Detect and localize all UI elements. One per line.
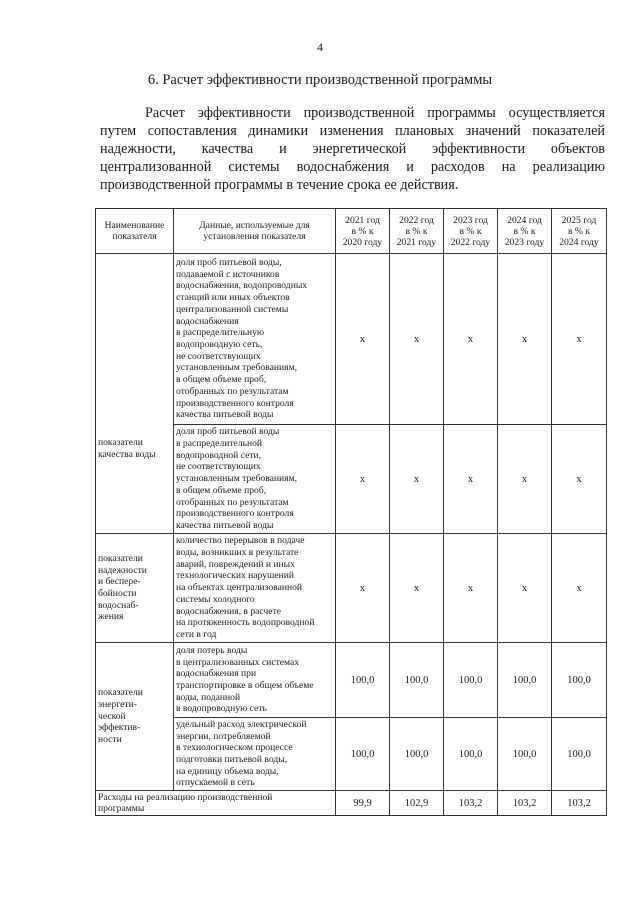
intro-line: Расчет эффективности производственной программы осуществляется	[145, 105, 605, 121]
group-energy: показатели энергети- ческой эффектив- ности	[96, 643, 174, 791]
value-cell: 100,0	[498, 718, 552, 791]
table-header-row	[96, 209, 607, 254]
value-cell: x	[390, 534, 444, 643]
value-cell: x	[336, 534, 390, 643]
value-cell: 100,0	[390, 718, 444, 791]
table-total-row	[96, 791, 607, 816]
value-cell: x	[498, 254, 552, 425]
total-value: 103,2	[498, 791, 552, 816]
row-description: количество перерывов в подаче воды, возникших в результате аварий, повреждений и иных технологических нарушений на объектах централизованной системы холодного водоснабжения, в расчете на протяженность водопроводной сети в год	[174, 534, 336, 643]
intro-line: путем сопоставления динамики изменения плановых значений показателей	[100, 123, 605, 139]
efficiency-table	[95, 208, 607, 816]
row-description: доля проб питьевой воды в распределительной водопроводной сети, не соответствующих установленным требованиям, в общем объеме проб, отобранных по результатам производственного контроля качества питьевой воды	[174, 425, 336, 534]
header-year-2022: 2022 год в % к 2021 году	[390, 209, 444, 254]
header-year-2024: 2024 год в % к 2023 году	[498, 209, 552, 254]
value-cell: x	[498, 534, 552, 643]
row-description: доля проб питьевой воды, подаваемой с источников водоснабжения, водопроводных станций или иных объектов централизованной системы водоснабжения в распределительную водопроводную сеть, не соответствующих установленным требованиям, в общем объеме проб, отобранных по результатам производственного контроля качества питьевой воды	[174, 254, 336, 425]
header-year-2025: 2025 год в % к 2024 году	[552, 209, 607, 254]
row-description: доля потерь воды в централизованных системах водоснабжения при транспортировке в общем объеме воды, поданной в водопроводную сеть	[174, 643, 336, 718]
value-cell: x	[552, 254, 607, 425]
header-indicator-name: Наименование показателя	[96, 209, 174, 254]
value-cell: x	[444, 534, 498, 643]
intro-line: централизованной системы водоснабжения и расходов на реализацию	[100, 159, 605, 175]
header-year-2023: 2023 год в % к 2022 году	[444, 209, 498, 254]
page-number: 4	[317, 40, 323, 54]
value-cell: x	[444, 254, 498, 425]
value-cell: x	[552, 534, 607, 643]
header-year-2021: 2021 год в % к 2020 году	[336, 209, 390, 254]
value-cell: x	[390, 425, 444, 534]
intro-paragraph	[100, 104, 605, 194]
value-cell: x	[336, 425, 390, 534]
value-cell: x	[444, 425, 498, 534]
value-cell: 100,0	[444, 643, 498, 718]
table-row	[96, 643, 607, 718]
row-description: удельный расход электрической энергии, потребляемой в технологическом процессе подготовки питьевой воды, на единицу объема воды, отпускаемой в сеть	[174, 718, 336, 791]
value-cell: 100,0	[444, 718, 498, 791]
value-cell: 100,0	[552, 643, 607, 718]
total-value: 99,9	[336, 791, 390, 816]
value-cell: 100,0	[552, 718, 607, 791]
table-row	[96, 534, 607, 643]
intro-line: надежности, качества и энергетической эффективности объектов	[100, 141, 605, 157]
table-row	[96, 254, 607, 425]
total-label: Расходы на реализацию производственной программы	[96, 791, 336, 816]
value-cell: 100,0	[390, 643, 444, 718]
value-cell: x	[390, 254, 444, 425]
header-data-used: Данные, используемые для установления показателя	[174, 209, 336, 254]
value-cell: x	[498, 425, 552, 534]
intro-line: производственной программы в течение срока ее действия.	[100, 177, 459, 193]
value-cell: x	[552, 425, 607, 534]
value-cell: x	[336, 254, 390, 425]
group-quality: показатели качества воды	[96, 254, 174, 534]
value-cell: 100,0	[336, 643, 390, 718]
value-cell: 100,0	[498, 643, 552, 718]
value-cell: 100,0	[336, 718, 390, 791]
group-reliability: показатели надежности и беспере- бойности водоснаб- жения	[96, 534, 174, 643]
total-value: 103,2	[444, 791, 498, 816]
total-value: 103,2	[552, 791, 607, 816]
total-value: 102,9	[390, 791, 444, 816]
section-title: 6. Расчет эффективности производственной программы	[147, 72, 493, 88]
